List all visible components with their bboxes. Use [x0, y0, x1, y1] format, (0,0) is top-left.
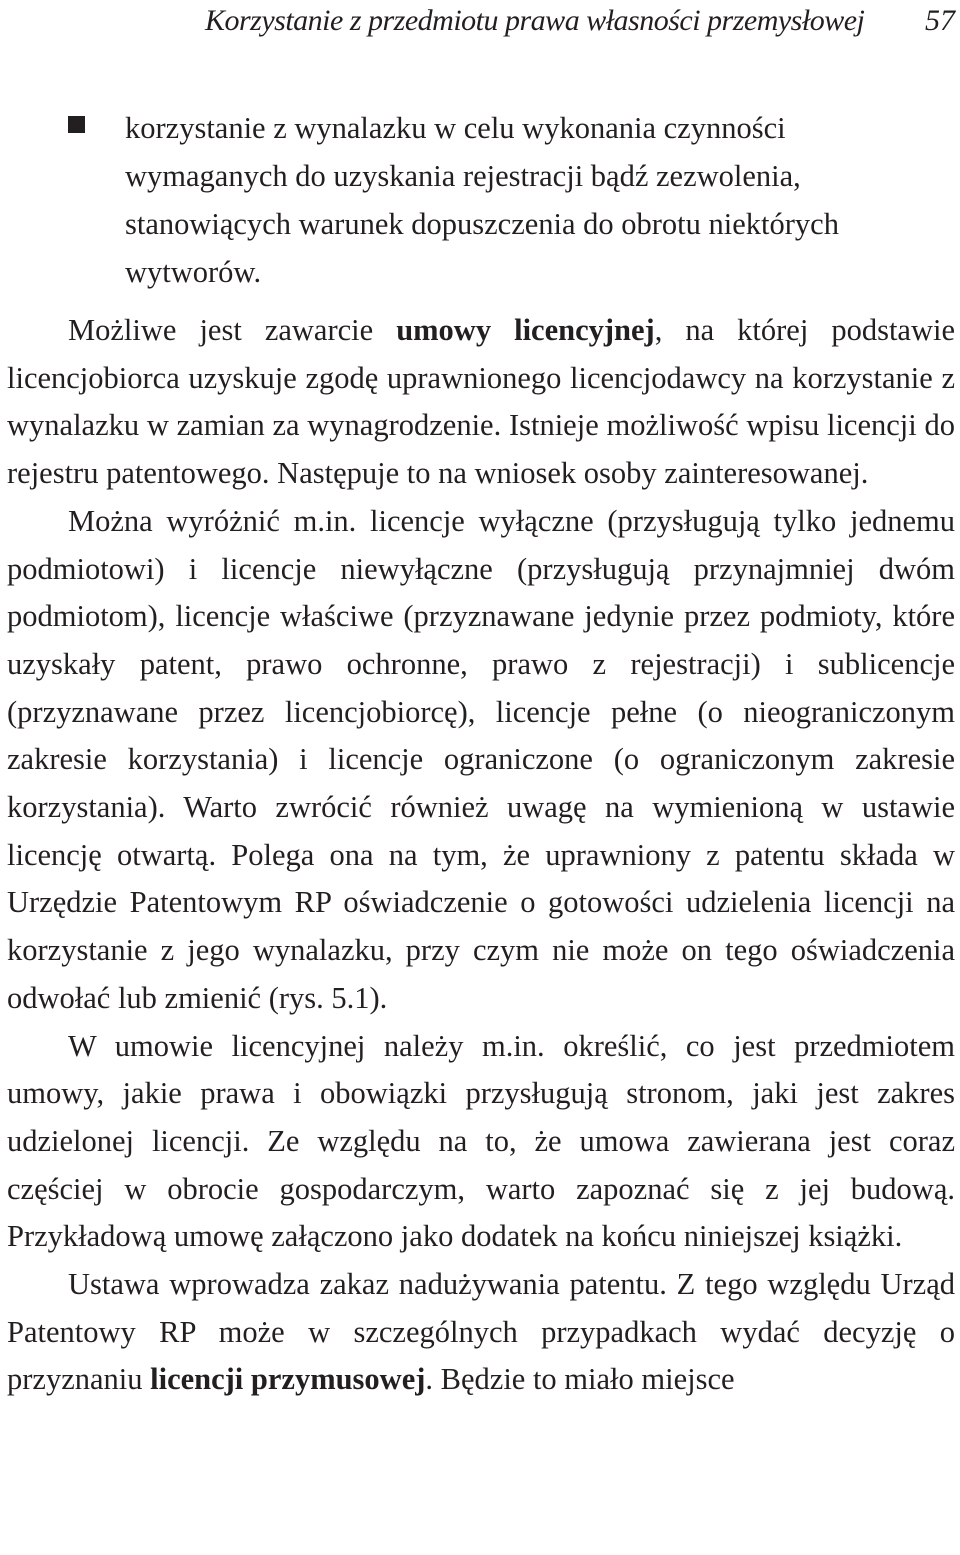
running-header: [0, 4, 960, 44]
paragraph-agreement-contents: W umowie licencyjnej należy m.in. określić, co jest przedmiotem umowy, jakie prawa i obowiązki przysługują stronom, jaki jest zakres udzielonej licencji. Ze względu na to, że umowa zawierana jest coraz częściej w obrocie gospodarczym, warto zapoznać się z jej budową. Przykładową umowę załączono jako dodatek na końcu niniejszej książki.: [7, 1028, 955, 1254]
paragraph-compulsory-license: [7, 1261, 955, 1404]
body-text: [7, 307, 955, 1404]
bullet-text: korzystanie z wynalazku w celu wykonania czynności wymaganych do uzyskania rejestracji bądź zezwolenia, stanowiących warunek dopuszczenia do obrotu niektórych wytworów.: [125, 111, 839, 289]
paragraph-text: Możliwe jest zawarcie: [68, 313, 397, 347]
square-bullet-icon: [68, 116, 85, 133]
paragraph-license-types: Można wyróżnić m.in. licencje wyłączne (przysługują tylko jednemu podmiotowi) i licencje niewyłączne (przysługują przynajmniej dwóm podmiotom), licencje właściwe (przyznawane jedynie przez podmioty, które uzyskały patent, prawo ochronne, prawo z rejestracji) i sublicencje (przyznawane przez licencjobiorcę), licencje pełne (o nieograniczonym zakresie korzystania) i licencje ograniczone (o ograniczonym zakresie korzystania). Warto zwrócić również uwagę na wymienioną w ustawie licencję otwartą. Polega ona na tym, że uprawniony z patentu składa w Urzędzie Patentowym RP oświadczenie o gotowości udzielenia licencji na korzystanie z jego wynalazku, przy czym nie może on tego oświadczenia odwołać lub zmienić (rys. 5.1).: [7, 503, 955, 1015]
paragraph-text: Ustawa wprowadza zakaz nadużywania patentu. Z tego względu Urząd Patentowy RP może w szczególnych przypadkach wydać decyzję o przyznaniu: [7, 1267, 955, 1397]
paragraph-text: , na której podstawie licencjobiorca uzyskuje zgodę uprawnionego licencjodawcy na korzystanie z wynalazku w zamian za wynagrodzenie. Istnieje możliwość wpisu licencji do rejestru patentowego. Następuje to na wniosek osoby zainteresowanej.: [7, 313, 955, 491]
running-title: Korzystanie z przedmiotu prawa własności przemysłowej: [205, 4, 865, 37]
paragraph-text: . Będzie to miało miejsce: [425, 1362, 735, 1397]
bold-term: licencji przymusowej: [150, 1362, 426, 1397]
page-number: 57: [925, 4, 955, 37]
bold-term: umowy licencyjnej: [396, 313, 655, 347]
paragraph-license-agreement: [7, 307, 955, 498]
